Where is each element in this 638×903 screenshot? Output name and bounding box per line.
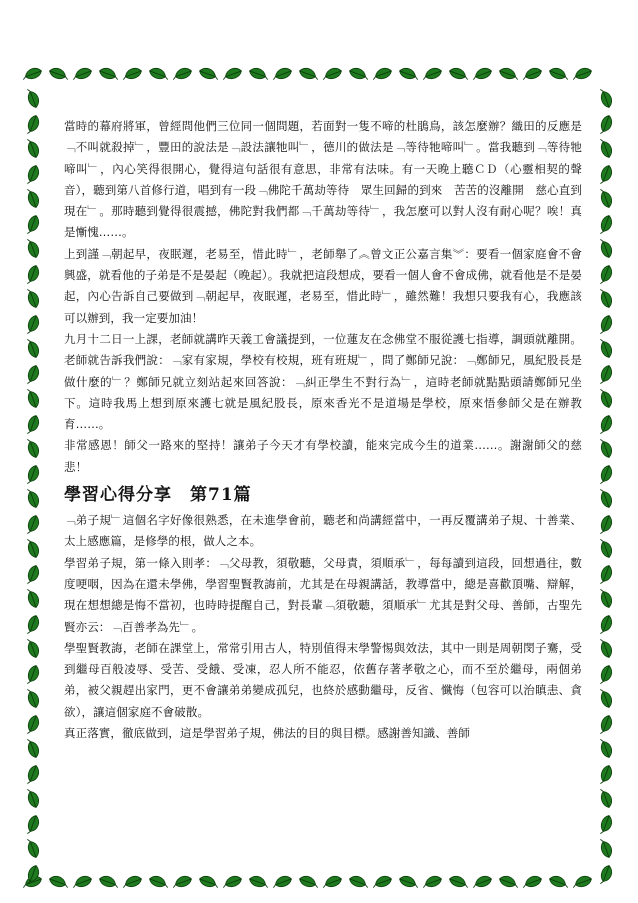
leaf-icon — [598, 814, 614, 836]
leaf-icon — [25, 214, 41, 236]
leaf-icon — [398, 874, 420, 890]
leaf-icon — [598, 237, 614, 259]
leaf-icon — [398, 66, 420, 82]
leaf-icon — [598, 314, 614, 336]
leaf-icon — [98, 874, 120, 890]
leaf-icon — [548, 874, 570, 890]
paragraph-gratitude: 非常感恩！師父一路來的堅持！讓弟子今天才有學校讀，能來完成今生的道業……。謝謝師父的慈悲！ — [64, 438, 582, 474]
leaf-icon — [198, 874, 220, 890]
leaf-icon — [271, 874, 293, 890]
leaf-icon — [598, 187, 614, 209]
leaf-icon — [25, 664, 41, 686]
leaf-icon — [25, 614, 41, 636]
leaf-icon — [598, 787, 614, 809]
leaf-icon — [598, 464, 614, 486]
leaf-icon — [321, 874, 343, 890]
leaf-icon — [25, 764, 41, 786]
leaf-icon — [598, 587, 614, 609]
leaf-icon — [298, 874, 320, 890]
leaf-icon — [371, 874, 393, 890]
leaf-icon — [98, 66, 120, 82]
leaf-icon — [421, 874, 443, 890]
leaf-icon — [598, 364, 614, 386]
leaf-icon — [121, 874, 143, 890]
leaf-icon — [348, 66, 370, 82]
leaf-icon — [25, 814, 41, 836]
leaf-icon — [25, 187, 41, 209]
leaf-icon — [348, 874, 370, 890]
leaf-icon — [271, 66, 293, 82]
leaf-icon — [598, 114, 614, 136]
paragraphs-bottom — [64, 510, 582, 744]
leaf-icon — [598, 414, 614, 436]
leaf-icon — [321, 66, 343, 82]
leaf-icon — [571, 874, 593, 890]
paragraph-filial-piety: 學習弟子規，第一條入則孝：﹁父母教，須敬聽，父母責，須順承﹂，每每讀到這段，回想過往，數度哽咽，因為在還未學佛，學習聖賢教誨前，尤其是在母親講話，教導當中，總是喜歡頂嘴、辯解，現在想想總是悔不當初，也時時提醒自己，對長輩﹁須敬聽，須順承﹂尤其是對父母、善師，古聖先賢亦云：﹁百善孝為先﹂。 — [64, 555, 582, 634]
leaf-icon — [598, 337, 614, 359]
leaf-icon — [598, 837, 614, 859]
leaf-icon — [48, 66, 70, 82]
leaf-icon — [598, 864, 614, 886]
leaf-icon — [25, 837, 41, 859]
article-body — [64, 116, 582, 744]
leaf-icon — [25, 314, 41, 336]
leaf-icon — [25, 714, 41, 736]
leaf-icon — [25, 164, 41, 186]
leaf-icon — [498, 874, 520, 890]
paragraphs-top — [64, 116, 582, 478]
leaf-icon — [598, 614, 614, 636]
leaf-icon — [25, 414, 41, 436]
section-heading: 學習心得分享 第71篇 — [64, 485, 252, 506]
leaf-icon — [248, 66, 270, 82]
leaf-icon — [498, 66, 520, 82]
paragraph-dizigui-intro: ﹁弟子規﹂這個名字好像很熟悉，在未進學會前，聽老和尚講經當中，一再反覆講弟子規、十善業、太上感應篇，是修學的根，做人之本。 — [64, 513, 582, 549]
leaf-icon — [48, 874, 70, 890]
leaf-icon — [598, 664, 614, 686]
leaf-icon — [248, 874, 270, 890]
leaf-icon — [598, 687, 614, 709]
leaf-icon — [148, 66, 170, 82]
leaf-icon — [21, 66, 43, 82]
leaf-icon — [198, 66, 220, 82]
leaf-icon — [598, 637, 614, 659]
leaf-icon — [25, 437, 41, 459]
paragraph-cuckoo-story: 當時的幕府將軍，曾經問他們三位同一個問題，若面對一隻不啼的杜鵑鳥，該怎麼辦？織田的反應是﹁不叫就殺掉﹂，豐田的說法是﹁設法讓牠叫﹂，德川的做法是﹁等待牠啼叫﹂。當我聽到﹁等待牠啼叫﹂，內心笑得很開心，覺得這句話很有意思，非常有法味。有一天晚上聽ＣＤ（心靈相契的聲音），聽到第八首修行道，唱到有一段﹁佛陀千萬劫等待 眾生回歸的到來 苦苦的沒離開 慈心直到現在﹂。那時聽到覺得很震撼，佛陀對我們都﹁千萬劫等待﹂，我怎麼可以對人沒有耐心呢？唉！真是慚愧……。 — [64, 119, 582, 240]
leaf-icon — [371, 66, 393, 82]
leaf-icon — [221, 66, 243, 82]
leaf-icon — [25, 564, 41, 586]
leaf-icon — [25, 364, 41, 386]
leaf-icon — [598, 264, 614, 286]
leaf-icon — [598, 137, 614, 159]
leaf-icon — [598, 487, 614, 509]
leaf-icon — [25, 587, 41, 609]
leaf-icon — [148, 874, 170, 890]
leaf-icon — [448, 874, 470, 890]
leaf-icon — [71, 874, 93, 890]
paragraph-minziqian: 學聖賢教誨，老師在課堂上，常常引用古人，特別值得末學警惕與效法，其中一則是周朝閔子騫，受到繼母百般凌辱、受苦、受餓、受凍，忍人所不能忍，依舊存著孝敬之心，而不至於繼母，兩個弟弟，被父親趕出家門，更不會讓弟弟變成孤兒，也終於感動繼母，反省、懺悔（包容可以治瞋恚、貪欲），讓這個家庭不會破散。 — [64, 640, 582, 719]
paragraph-practice: 真正落實，徹底做到，這是學習弟子規，佛法的目的與目標。感謝善知識、善師 — [64, 726, 470, 741]
leaf-icon — [448, 66, 470, 82]
leaf-icon — [25, 687, 41, 709]
leaf-icon — [598, 287, 614, 309]
leaf-icon — [25, 487, 41, 509]
leaf-icon — [121, 66, 143, 82]
leaf-icon — [598, 437, 614, 459]
leaf-icon — [598, 737, 614, 759]
leaf-icon — [298, 66, 320, 82]
leaf-icon — [25, 137, 41, 159]
leaf-icon — [25, 264, 41, 286]
leaf-icon — [571, 66, 593, 82]
leaf-icon — [598, 764, 614, 786]
leaf-icon — [598, 564, 614, 586]
leaf-icon — [25, 787, 41, 809]
leaf-icon — [221, 874, 243, 890]
leaf-icon — [548, 66, 570, 82]
leaf-icon — [25, 337, 41, 359]
leaf-icon — [25, 87, 41, 109]
leaf-icon — [25, 637, 41, 659]
leaf-icon — [25, 287, 41, 309]
leaf-icon — [25, 387, 41, 409]
leaf-icon — [598, 514, 614, 536]
leaf-icon — [598, 387, 614, 409]
leaf-icon — [25, 737, 41, 759]
leaf-icon — [521, 66, 543, 82]
leaf-icon — [25, 237, 41, 259]
leaf-icon — [598, 714, 614, 736]
leaf-icon — [471, 66, 493, 82]
leaf-icon — [521, 874, 543, 890]
leaf-icon — [171, 66, 193, 82]
leaf-icon — [471, 874, 493, 890]
leaf-icon — [421, 66, 443, 82]
leaf-icon — [25, 114, 41, 136]
paragraph-class-rules: 九月十二日一上課，老師就講昨天義工會議提到，一位蓮友在念佛堂不服從護七指導，調頭就離開。老師就告訴我們說：﹁家有家規，學校有校規，班有班規﹂，問了鄭師兄說：﹁鄭師兄，風紀股長是做什麼的﹂？鄭師兄就立刻站起來回答說：﹁糾正學生不對行為﹂，這時老師就點點頭請鄭師兄坐下。這時我馬上想到原來護七就是風紀股長，原來香光不是道場是學校，原來悟參師父是在辦教育……。 — [64, 331, 582, 432]
paragraph-rise-early: 上到謹﹁朝起早，夜眠遲，老易至，惜此時﹂，老師舉了︽曾文正公嘉言集︾：要看一個家庭會不會興盛，就看他的子弟是不是晏起（晚起）。我就把這段想成，要看一個人會不會成佛，就看他是不是晏起，內心告訴自己要做到﹁朝起早，夜眠遲，老易至，惜此時﹂，雖然難！我想只要我有心，我應該可以辦到，我一定要加油！ — [64, 246, 582, 325]
leaf-icon — [598, 87, 614, 109]
leaf-icon — [25, 537, 41, 559]
leaf-icon — [71, 66, 93, 82]
leaf-icon — [598, 214, 614, 236]
leaf-icon — [25, 464, 41, 486]
leaf-icon — [171, 874, 193, 890]
leaf-icon — [598, 164, 614, 186]
leaf-icon — [598, 537, 614, 559]
leaf-icon — [25, 514, 41, 536]
